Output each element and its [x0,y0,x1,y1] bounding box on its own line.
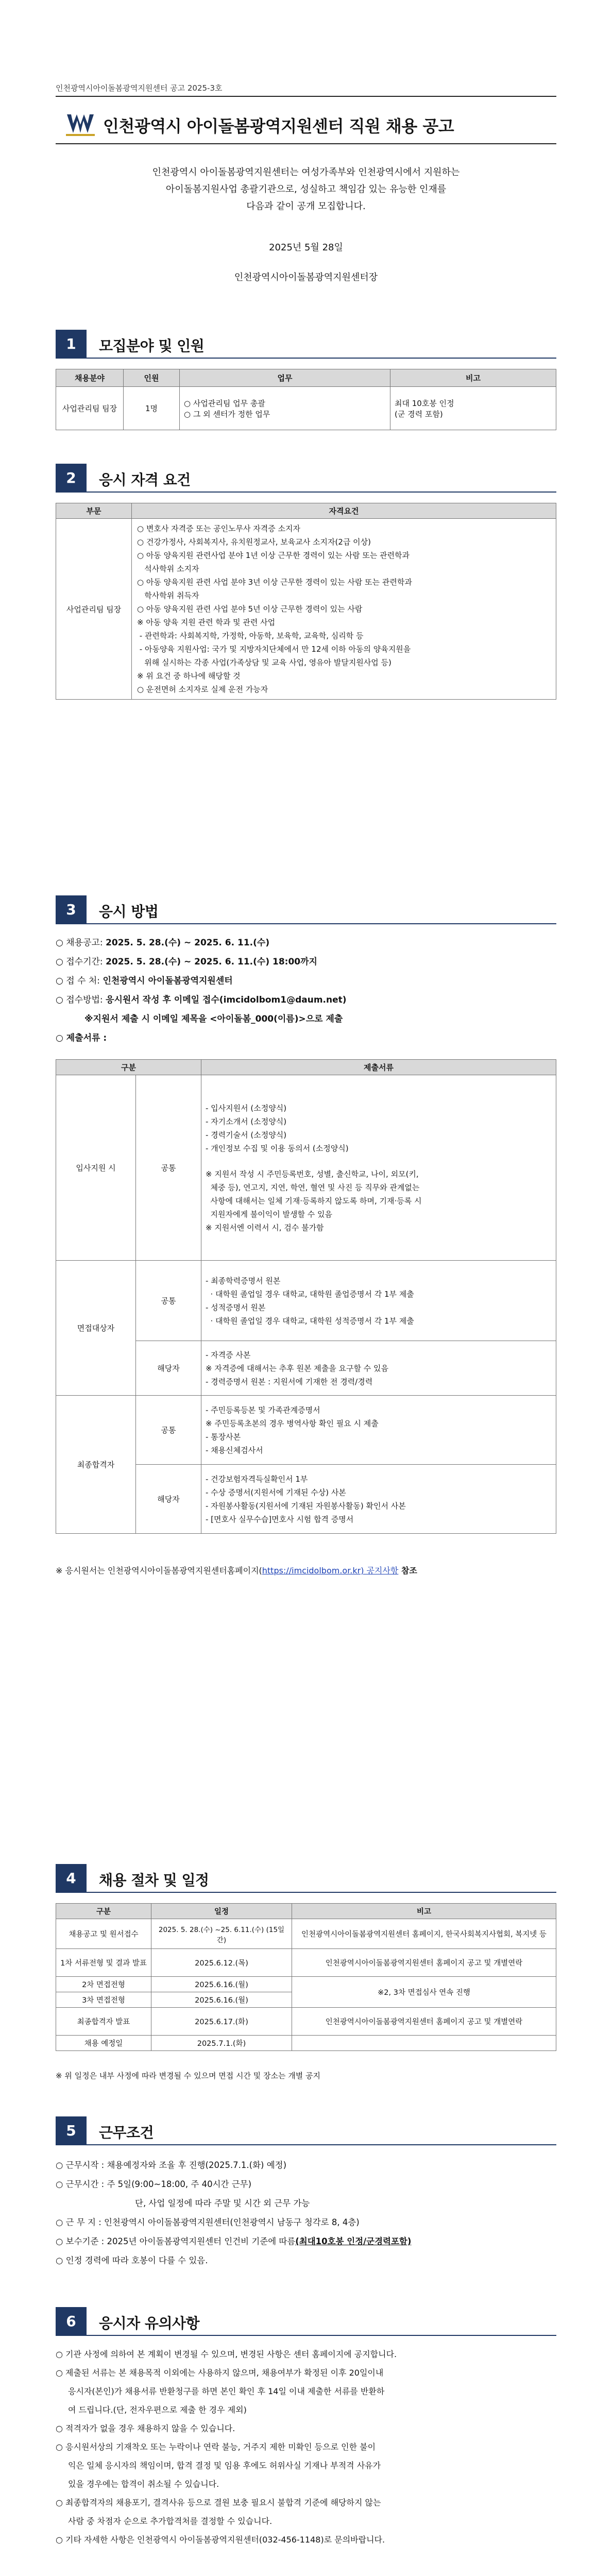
qual-item: ○ 아동 양육지원 관련 사업 분야 5년 이상 근무한 경력이 있는 사람 [137,604,363,614]
qual-list [137,522,551,696]
document-item: - 입사지원서 (소정양식) [206,1103,287,1113]
document-item: - 최종학력증명서 원본 [206,1276,281,1285]
document-item: ※ 지원서엔 이력서 시, 검수 불가함 [206,1223,324,1232]
qual-item: ○ 변호사 자격증 또는 공인노무사 자격증 소지자 [137,524,301,533]
work-conditions: ○ 근무시작 : 채용예정자와 조율 후 진행(2025.7.1.(화) 예정) ○ 근무시간 : 주 5일(9:00~18:00, 주 40시간 근무) 단, 사업 일정에 따라 주말 및 시간 외 근무 가능 ○ 근 무 지 : 인천광역시 아이돌봄광역지원센터(인천광역시 남동구 청각로 8, 4층) ○ 보수기준 : 2025년 아이돌봄광역지원센터 인건비 기준에 따름(최대10호봉 인정/군경력포함) ○ 인정 경력에 따라 호봉이 다를 수 있음. [56,2160,412,2265]
doc-group-apply: 입사지원 시 [56,1075,136,1261]
qualification-table: 부문 자격요건 사업관리팀 팀장 ○ 변호사 자격증 또는 공인노무사 자격증 소지자 ○ 건강가정사, 사회복지사, 유치원정교사, 보육교사 소지자(2급 이상) ○ 아동 양육지원 관련사업 분야 1년 이상 근무한 경력이 있는 사람 또는 관련학과 석사학위 소지자 ○ 아동 양육지원 관련 사업 분야 3년 이상 근무한 경력이 있는 사람 또는 관련학과 학사학위 취득자 ○ 아동 양육지원 관련 사업 분야 5년 이상 근무한 경력이 있는 사람 ※ 아동 양육 지원 관련 학과 및 관련 사업 - 관련학과: 사회복지학, 가정학, 아동학, 보육학, 교육학, 심리학 등 - 아동양육 지원사업: 국가 및 지방자치단체에서 만 12세 이하 아동의 양육지원을 위해 실시하는 각종 사업(가족상담 및 교육 사업, 영유아 발달지원사업 등) ※ 위 요건 중 하나에 해당할 것 ○ 운전면허 소지자로 실제 운전 가능자 [56,503,556,700]
doc-group-final: 최종합격자 [56,1396,136,1534]
document-item: - 채용신체검사서 [206,1445,263,1455]
document-item: - 경력기술서 (소정양식) [206,1130,287,1140]
section-header-work: 5 근무조건 [56,2116,556,2145]
qual-item: 학사학위 취득자 [137,591,199,600]
header-rule-bottom [56,143,556,144]
section-header-caution: 6 응시자 유의사항 [56,2307,556,2336]
section-header-schedule: 4 채용 절차 및 일정 [56,1864,556,1893]
document-item: - 주민등록등본 및 가족관계증명서 [206,1405,320,1415]
doc-group-interview: 면접대상자 [56,1261,136,1396]
schedule-footnote: ※ 위 일정은 내부 사정에 따라 변경될 수 있으며 면접 시간 및 장소는 개별 공지 [56,2071,321,2080]
doc-code: 인천광역시아이돌봄광역지원센터 공고 2025-3호 [56,83,223,93]
document-item: - 개인정보 수집 및 이용 동의서 (소정양식) [206,1143,349,1153]
document-item: - 통장사본 [206,1432,241,1442]
document-item: 지원자에게 불이익이 발생할 수 있음 [206,1209,332,1219]
document-item [206,1155,552,1167]
qual-item: ○ 아동 양육지원 관련 사업 분야 3년 이상 근무한 경력이 있는 사람 또는 관련학과 [137,578,412,587]
document-item: - 자격증 사본 [206,1350,251,1360]
document-item: ※ 지원서 작성 시 주민등록번호, 성별, 출신학교, 나이, 외모(키, [206,1169,419,1179]
document-item: · 대학원 졸업일 경우 대학교, 대학원 졸업증명서 각 1부 제출 [206,1289,414,1299]
section-header-apply: 3 응시 방법 [56,895,556,924]
document-item: - 건강보험자격득실확인서 1부 [206,1474,308,1484]
header-rule-top [56,96,556,97]
qual-item: ※ 아동 양육 지원 관련 학과 및 관련 사업 [137,618,276,627]
documents-footnote: ※ 응시원서는 인천광역시아이돌봄광역지원센터홈페이지(https://imcidolbom.or.kr) 공지사항 참조 [56,1566,417,1575]
qual-item: ○ 건강가정사, 사회복지사, 유치원정교사, 보육교사 소지자(2급 이상) [137,537,371,547]
section-header-qualification: 2 응시 자격 요건 [56,464,556,493]
caution-list: ○ 기관 사정에 의하여 본 계획이 변경될 수 있으며, 변경된 사항은 센터 홈페이지에 공지합니다. ○ 제출된 서류는 본 채용목적 이외에는 사용하지 않으며, 채용여부가 확정된 이후 20일이내 응시자(본인)가 채용서류 반환청구를 하면 본인 확인 후 14일 이내 제출한 서류를 반환하 여 드립니다.(단, 전자우편으로 제출 한 경우 제외) ○ 적격자가 없을 경우 채용하지 않을 수 있습니다. ○ 응시원서상의 기재착오 또는 누락이나 연락 불능, 거주지 제한 미확인 등으로 인한 불이 익은 일체 응시자의 책임이며, 합격 결정 및 임용 후에도 허위사실 기재나 부적격 사유가 있을 경우에는 합격이 취소될 수 있습니다. ○ 최종합격자의 채용포기, 결격사유 등으로 결원 보충 필요시 불합격 기준에 해당하지 않는 사람 중 차점자 순으로 추가합격처를 결정할 수 있습니다. ○ 기타 자세한 사항은 인천광역시 아이돌봄광역지원센터(032-456-1148)로 문의바랍니다. [56,2349,397,2545]
qual-item: 석사학위 소지자 [137,564,199,573]
recruit-notes: 최대 10호봉 인정 (군 경력 포함) [390,387,556,430]
document-item: 사항에 대해서는 일체 기재·등록하지 않도록 하며, 기재·등록 시 [206,1196,422,1206]
qual-field: 사업관리팀 팀장 [56,519,132,700]
schedule-table: 구분 일정 비고 채용공고 및 원서접수 2025. 5. 28.(수) ~25. 6.11.(수) (15일간) 인천광역시아이돌봄광역지원센터 홈페이지, 한국사회복지사협회, 복지넷 등 1차 서류전형 및 결과 발표 2025.6.12.(목) 인천광역시아이돌봄광역지원센터 홈페이지 공고 및 개별연락 2차 면접전형 2025.6.16.(월) ※2, 3차 면접심사 연속 진행 3차 면접전형 2025.6.16.(월) 최종합격자 발표 2025.6.17.(화) 인천광역시아이돌봄광역지원센터 홈페이지 공고 및 개별연락 채용 예정일 2025.7.1.(화) [56,1903,556,2051]
recruit-duties: ○ 사업관리팀 업무 총괄 ○ 그 외 센터가 정한 업무 [180,387,390,430]
document-item: - [면호사 실무수습]면호사 시험 합격 증명서 [206,1514,354,1524]
document-item: - 자원봉사활동(지원서에 기재된 자원봉사활동) 확인서 사본 [206,1501,406,1511]
qual-item: - 관련학과: 사회복지학, 가정학, 아동학, 보육학, 교육학, 심리학 등 [137,631,364,640]
document-item: - 자기소개서 (소정양식) [206,1116,287,1126]
issuer: 인천광역시아이돌봄광역지원센터장 [234,272,378,283]
recruit-table: 채용분야 인원 업무 비고 사업관리팀 팀장 1명 ○ 사업관리팀 업무 총괄 ○ 그 외 센터가 정한 업무 최대 10호봉 인정 (군 경력 포함) [56,369,556,430]
qual-item: 위해 실시하는 각종 사업(가족상담 및 교육 사업, 영유아 발달지원사업 등) [137,658,391,667]
qual-item: ○ 운전면허 소지자로 실제 운전 가능자 [137,685,268,694]
document-item: - 경력증명서 원본 : 지원서에 기재한 전 경력/경력 [206,1377,373,1386]
intro-text: 인천광역시 아이돌봄광역지원센터는 여성가족부와 인천광역시에서 지원하는 아이돌봄지원사업 총괄기관으로, 성실하고 책임감 있는 유능한 인재를 다음과 같이 공개 모집합니다. [152,167,460,212]
qual-item: - 아동양육 지원사업: 국가 및 지방자치단체에서 만 12세 이하 아동의 양육지원을 [137,645,411,654]
page-title: 인천광역시 아이돌봄광역지원센터 직원 채용 공고 [103,116,454,136]
document-item: - 성적증명서 원본 [206,1302,266,1312]
qual-item: ○ 아동 양육지원 관련사업 분야 1년 이상 근무한 경력이 있는 사람 또는 관련학과 [137,551,410,560]
document-item: ※ 주민등록초본의 경우 병역사항 확인 필요 시 제출 [206,1418,379,1428]
document-item: - 수상 증명서(지원서에 기재된 수상) 사본 [206,1487,346,1497]
center-logo [66,112,95,136]
document-item: · 대학원 졸업일 경우 대학교, 대학원 성적증명서 각 1부 제출 [206,1316,414,1326]
qual-item: ※ 위 요건 중 하나에 해당할 것 [137,671,241,681]
notice-date: 2025년 5월 28일 [269,242,343,253]
recruit-field: 사업관리팀 팀장 [56,387,124,430]
document-item: 체중 등), 연고지, 지연, 학연, 혈연 및 사진 등 직무와 관계없는 [206,1182,420,1192]
section-header-recruit: 1 모집분야 및 인원 [56,330,556,359]
documents-table: 구분 제출서류 입사지원 시 공통 - 입사지원서 (소정양식) - 자기소개서 (소정양식) - 경력기술서 (소정양식) - 개인정보 수집 및 이용 동의서 (소정양식) ※ 지원서 작성 시 주민등록번호, 성별, 출신학교, 나이, 외모(키, 체중 등), 연고지, 지연, 학연, 혈연 및 사진 등 직무와 관계없는 사항에 대해서는 일체 기재·등록하지 않도록 하며, 기재·등록 시 지원자에게 불이익이 발생할 수 있음 ※ 지원서엔 이력서 시, 검수 불가함 면접대상자 공통 - 최종학력증명서 원본 · 대학원 졸업일 경우 대학교, 대학원 졸업증명서 각 1부 제출 - 성적증명서 원본 · 대학원 졸업일 경우 대학교, 대학원 성적증명서 각 1부 제출 해당자 - 자격증 사본 ※ 자격증에 대해서는 추후 원본 제출을 요구할 수 있음 - 경력증명서 원본 : 지원서에 기재한 전 경력/경력 최종합격자 공통 - 주민등록등본 및 가족관계증명서 ※ 주민등록초본의 경우 병역사항 확인 필요 시 제출 - 통장사본 - 채용신체검사서 해당자 - 건강보험자격득실확인서 1부 - 수상 증명서(지원서에 기재된 수상) 사본 - 자원봉사활동(지원서에 기재된 자원봉사활동) 확인서 사본 - [면호사 실무수습]면호사 시험 합격 증명서 [56,1059,556,1534]
apply-info: ○ 채용공고: 2025. 5. 28.(수) ~ 2025. 6. 11.(수) ○ 접수기간: 2025. 5. 28.(수) ~ 2025. 6. 11.(수) 18:00까지 ○ 접 수 처: 인천광역시 아이돌봄광역지원센터 ○ 접수방법: 응시원서 작성 후 이메일 접수(imcidolbom1@daum.net) ※지원서 제출 시 이메일 제목을 <아이돌봄_000(이름)>으로 제출 ○ 제출서류 : [56,938,347,1043]
homepage-link[interactable]: https://imcidolbom.or.kr) 공지사항 [262,1566,399,1575]
document-item: ※ 자격증에 대해서는 추후 원본 제출을 요구할 수 있음 [206,1363,389,1373]
recruit-count: 1명 [124,387,180,430]
